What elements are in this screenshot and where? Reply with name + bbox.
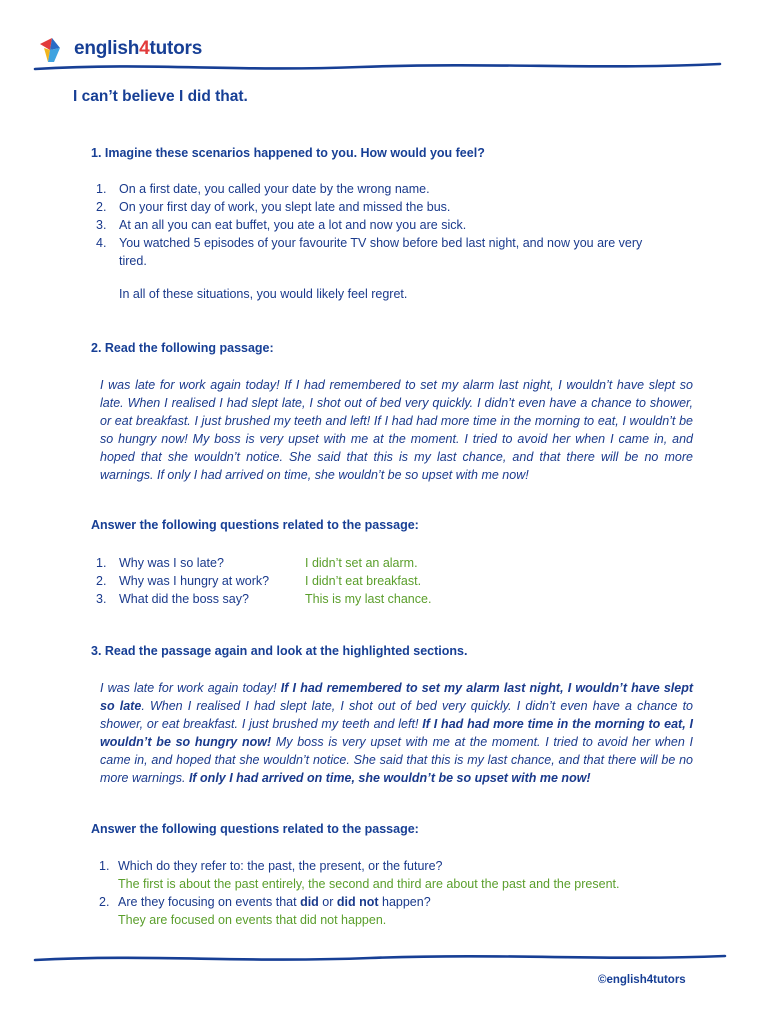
- footer-divider: [30, 951, 730, 965]
- list-item: 2. On your first day of work, you slept late and missed the bus.: [96, 200, 451, 214]
- highlight-3: If only I had arrived on time, she wouldn’t be so upset with me now!: [188, 771, 591, 785]
- answer-text: They are focused on events that did not happen.: [118, 913, 387, 927]
- page-title: I can’t believe I did that.: [73, 88, 248, 105]
- list-item: 1. On a first date, you called your date by the wrong name.: [96, 182, 430, 196]
- list-item: 2. Are they focusing on events that did or did not happen?: [99, 895, 431, 909]
- list-item: 3. At an all you can eat buffet, you ate a lot and now you are sick.: [96, 218, 467, 232]
- header-divider: [30, 60, 730, 74]
- qa-row: 2. Why was I hungry at work? I didn’t eat breakfast.: [96, 574, 422, 588]
- answer-text: The first is about the past entirely, the second and third are about the past and the present.: [118, 877, 620, 891]
- section3-question-list: [99, 857, 619, 929]
- highlighted-passage-text: I was late for work again today! If I had remembered to set my alarm last night, I wouldn’t have slept so late. When I realised I had slept late, I shot out of bed very quickly. I didn’t even have a chance to shower, or eat breakfast. I just brushed my teeth and left! If I had had more time in the morning to eat, I wouldn’t be so hungry now! My boss is very upset with me at the moment. I tried to avoid her when I came in, and hoped that she wouldn’t notice. She said that this is my last chance, and that there will be no more warnings. If only I had arrived on time, she wouldn’t be so upset with me now!: [100, 681, 693, 785]
- footer-copyright: ©english4tutors: [598, 974, 686, 986]
- section2-questions-heading: Answer the following questions related to the passage:: [91, 518, 419, 532]
- scenario-list: [96, 180, 666, 270]
- list-item: 4. You watched 5 episodes of your favourite TV show before bed last night, and now you are very tired.: [96, 236, 643, 268]
- passage-text: I was late for work again today! If I had remembered to set my alarm last night, I wouldn’t have slept so late. When I realised I had slept late, I shot out of bed very quickly. I didn’t even have a chance to shower, or eat breakfast. I just brushed my teeth and left! If I had had more time in the morning to eat, I wouldn’t be so hungry now! My boss is very upset with me at the moment. I tried to avoid her when I came in, and hoped that she wouldn’t notice. She said that this is my last chance, and that there will be no more warnings. If only I had arrived on time, she wouldn’t be so upset with me now!: [100, 378, 694, 482]
- highlight-1: If I had remembered to set my alarm last night, I wouldn’t have slept so late: [100, 681, 693, 713]
- brand-name: english4tutors: [74, 38, 203, 59]
- section2-heading: 2. Read the following passage:: [91, 341, 274, 355]
- qa-row: 1. Why was I so late? I didn’t set an alarm.: [96, 556, 418, 570]
- section1-note: In all of these situations, you would likely feel regret.: [119, 287, 408, 301]
- highlight-2: If I had had more time in the morning to eat, I wouldn’t be so hungry now!: [100, 717, 693, 749]
- list-item: 1. Which do they refer to: the past, the present, or the future?: [99, 859, 443, 873]
- section1-heading: 1. Imagine these scenarios happened to you. How would you feel?: [91, 146, 485, 160]
- qa-row: 3. What did the boss say? This is my last chance.: [96, 592, 432, 606]
- section3-heading: 3. Read the passage again and look at the highlighted sections.: [91, 644, 468, 658]
- section3-questions-heading: Answer the following questions related to the passage:: [91, 822, 419, 836]
- qa-list: [96, 554, 431, 608]
